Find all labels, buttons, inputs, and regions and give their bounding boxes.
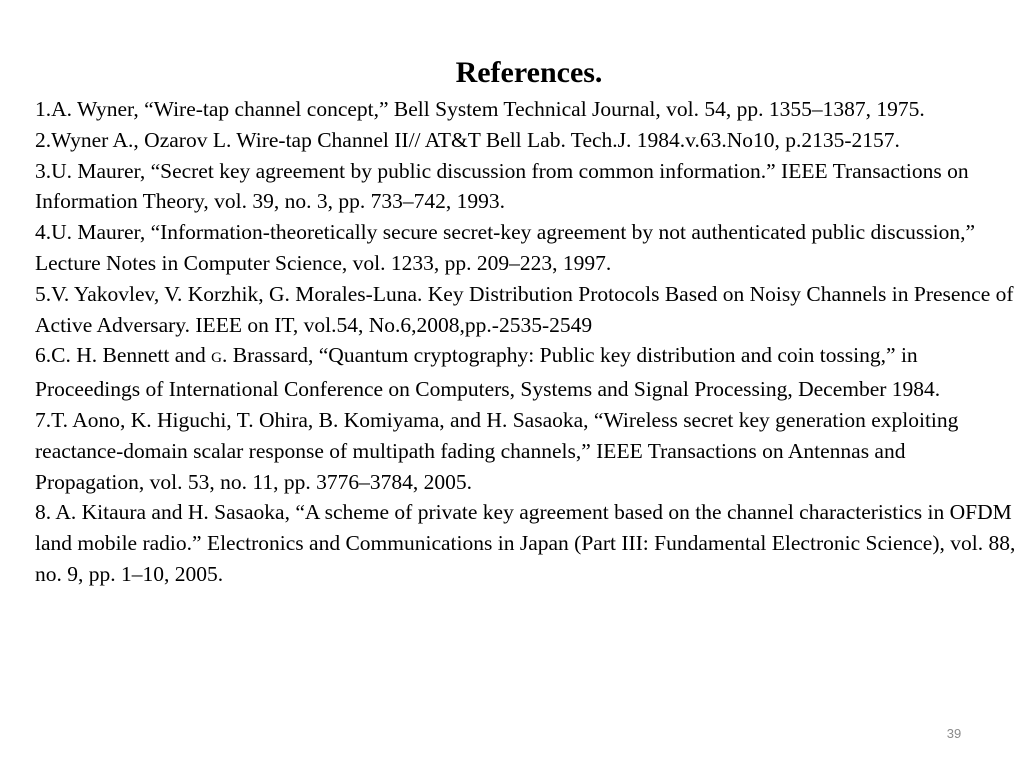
- reference-item-8: 8. A. Kitaura and H. Sasaoka, “A scheme of private key agreement based on the channel characteristics in OFDM land mobile radio.” Electronics and Communications in Japan (Part III: Fundamental Electronic Science), vol. 88, no. 9, pp. 1–10, 2005.: [35, 500, 1016, 586]
- reference-item-3: 3.U. Maurer, “Secret key agreement by public discussion from common information.” IEEE Transactions on Information Theory, vol. 39, no. 3, pp. 733–742, 1993.: [35, 158, 969, 214]
- reference-6-text-start: 6.C. H. Bennett and: [35, 343, 212, 368]
- reference-item-5: 5.V. Yakovlev, V. Korzhik, G. Morales-Luna. Key Distribution Protocols Based on Noisy Channels in Presence of Active Adversary. IEEE on IT, vol.54, No.6,2008,pp.-2535-2549: [35, 281, 1014, 337]
- slide-title: References.: [455, 56, 603, 89]
- reference-item-7: 7.T. Aono, K. Higuchi, T. Ohira, B. Komiyama, and H. Sasaoka, “Wireless secret key generation exploiting reactance-domain scalar response of multipath fading channels,” IEEE Transactions on Antennas and Propagation, vol. 53, no. 11, pp. 3776–3784, 2005.: [35, 407, 959, 494]
- reference-item-2: 2.Wyner A., Ozarov L. Wire-tap Channel II// AT&T Bell Lab. Tech.J. 1984.v.63.No10, p.2135-2157.: [35, 127, 900, 152]
- reference-list: [35, 94, 1020, 590]
- reference-item-6: [35, 340, 1020, 405]
- reference-6-small-initial: G: [211, 350, 223, 367]
- reference-6-text-end: . Brassard, “Quantum cryptography: Public key distribution and coin tossing,” in Proceedings of International Conference on Computers, Systems and Signal Processing, December 1984.: [35, 343, 941, 402]
- reference-item-4: 4.U. Maurer, “Information-theoretically secure secret-key agreement by not authenticated public discussion,” Lecture Notes in Computer Science, vol. 1233, pp. 209–223, 1997.: [35, 220, 975, 275]
- page-number: 39: [946, 726, 962, 741]
- reference-item-1: 1.A. Wyner, “Wire-tap channel concept,” Bell System Technical Journal, vol. 54, pp. 1355–1387, 1975.: [35, 97, 925, 121]
